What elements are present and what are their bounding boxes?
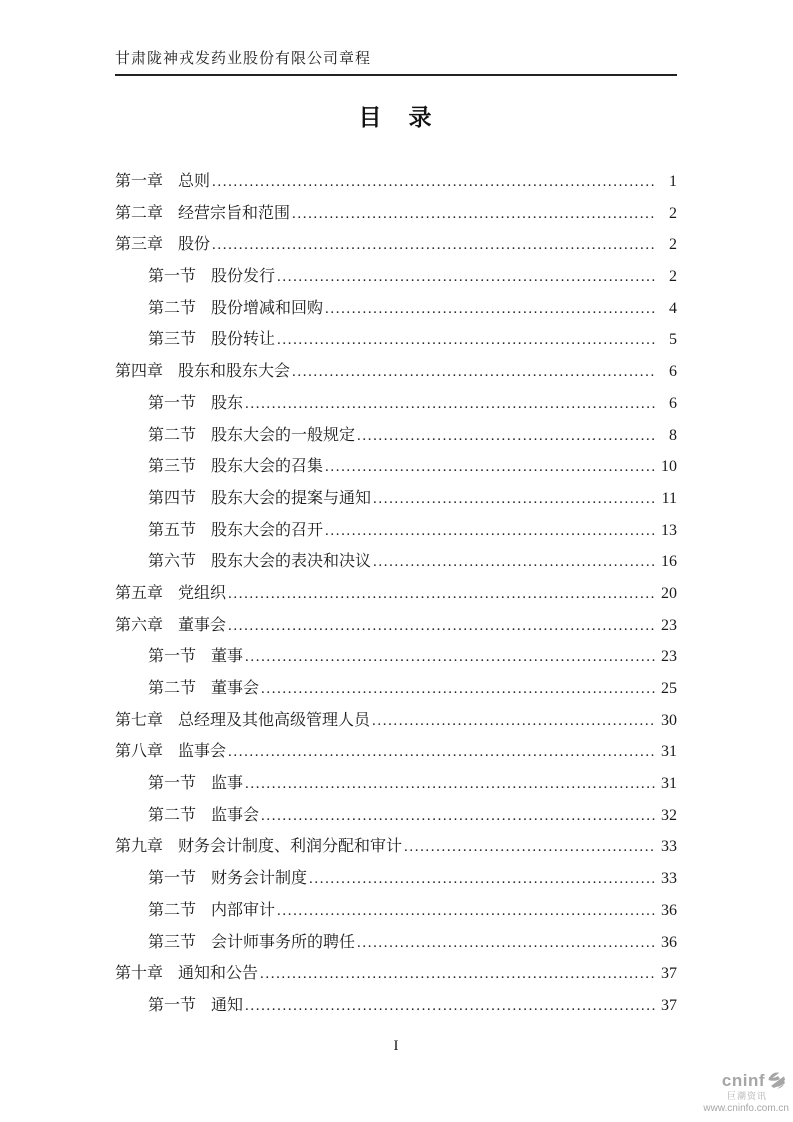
toc-entry [115, 200, 677, 232]
toc-entry-title: 股东大会的召集 [211, 458, 324, 476]
toc-entry-title: 股东 [211, 394, 244, 412]
toc-entry-label: 第一节 [148, 870, 197, 888]
toc-dot-leader [292, 363, 656, 381]
toc-entry-page: 20 [661, 584, 677, 602]
toc-entry-page: 11 [661, 489, 677, 507]
toc-entry-page: 31 [661, 775, 677, 793]
toc-dot-leader [325, 300, 656, 318]
toc-dot-leader [228, 743, 656, 761]
toc-entry [115, 675, 677, 707]
document-header [115, 47, 677, 76]
toc-entry-title: 股东大会的一般规定 [211, 426, 356, 444]
cninfo-swirl-icon [767, 1072, 787, 1089]
toc-entry-page: 6 [669, 394, 677, 412]
toc-entry-label: 第八章 [115, 743, 164, 761]
toc-entry [115, 738, 677, 770]
toc-entry-page: 4 [669, 299, 677, 317]
toc-entry-page: 2 [669, 204, 677, 222]
toc-entry-page: 32 [661, 806, 677, 824]
toc-dot-leader [277, 268, 656, 286]
toc-dot-leader [357, 934, 656, 952]
toc-entry-label: 第二节 [148, 299, 197, 317]
toc-entry-page: 23 [661, 648, 677, 666]
toc-entry-title: 通知 [211, 996, 244, 1014]
toc-entry-title: 通知和公告 [178, 965, 259, 983]
toc-entry-page: 10 [661, 458, 677, 476]
toc-entry-title: 董事会 [178, 616, 227, 634]
toc-dot-leader [228, 617, 656, 635]
toc-entry-page: 6 [669, 363, 677, 381]
toc-entry-page: 2 [669, 236, 677, 254]
toc-entry [115, 548, 677, 580]
toc-dot-leader [404, 838, 656, 856]
toc-entry-label: 第十章 [115, 965, 164, 983]
footer-page-number: I [393, 1038, 399, 1054]
toc-entry-title: 监事会 [178, 743, 227, 761]
toc-entry-label: 第一节 [148, 775, 197, 793]
toc-entry [115, 707, 677, 739]
toc-dot-leader [228, 585, 656, 603]
toc-entry [115, 390, 677, 422]
toc-dot-leader [260, 965, 656, 983]
toc-dot-leader [245, 775, 656, 793]
toc-entry-page: 8 [669, 426, 677, 444]
toc-entry-page: 33 [661, 838, 677, 856]
toc-entry [115, 517, 677, 549]
toc-dot-leader [261, 807, 656, 825]
toc-entry-label: 第三节 [148, 933, 197, 951]
toc-dot-leader [277, 331, 656, 349]
toc-entry-title: 股东大会的表决和决议 [211, 553, 372, 571]
toc-entry-label: 第四节 [148, 489, 197, 507]
toc-entry-page: 25 [661, 680, 677, 697]
toc-dot-leader [292, 205, 656, 223]
toc-entry [115, 231, 677, 263]
toc-entry-title: 股东大会的提案与通知 [211, 489, 372, 507]
table-of-contents [115, 168, 677, 1024]
toc-entry-title: 监事会 [211, 806, 260, 824]
cninfo-site-url: www.cninfo.com.cn [703, 1102, 789, 1114]
toc-entry-title: 总经理及其他高级管理人员 [178, 711, 371, 729]
toc-entry-label: 第三节 [148, 331, 197, 349]
toc-entry-page: 31 [661, 743, 677, 761]
toc-entry-label: 第三节 [148, 458, 197, 476]
cninfo-site-name: 巨潮资讯 [726, 1091, 767, 1102]
toc-entry [115, 643, 677, 675]
toc-dot-leader [245, 648, 656, 666]
toc-entry-label: 第二节 [148, 680, 197, 697]
toc-dot-leader [261, 680, 656, 698]
toc-entry-title: 经营宗旨和范围 [178, 204, 291, 222]
toc-dot-leader [372, 712, 656, 730]
toc-entry-label: 第二节 [148, 901, 197, 919]
toc-entry [115, 960, 677, 992]
toc-entry-page: 37 [661, 965, 677, 983]
toc-entry-label: 第二章 [115, 204, 164, 222]
toc-entry [115, 929, 677, 961]
toc-entry-label: 第二节 [148, 426, 197, 444]
toc-entry-title: 党组织 [178, 584, 227, 602]
toc-entry-page: 30 [661, 711, 677, 729]
toc-entry [115, 358, 677, 390]
toc-dot-leader [325, 522, 656, 540]
toc-entry-label: 第七章 [115, 711, 164, 729]
toc-entry-title: 股份 [178, 236, 211, 254]
toc-entry [115, 422, 677, 454]
toc-entry-label: 第五节 [148, 521, 197, 539]
toc-entry-title: 会计师事务所的聘任 [211, 933, 356, 951]
toc-entry-title: 股份增减和回购 [211, 299, 324, 317]
toc-entry [115, 770, 677, 802]
toc-entry-page: 1 [669, 173, 677, 190]
toc-entry-page: 37 [661, 996, 677, 1014]
toc-entry-title: 董事会 [211, 680, 260, 697]
toc-entry [115, 992, 677, 1024]
toc-entry-label: 第二节 [148, 806, 197, 824]
toc-entry-page: 36 [661, 933, 677, 951]
toc-entry-label: 第六节 [148, 553, 197, 571]
toc-entry-page: 2 [669, 268, 677, 286]
toc-entry [115, 485, 677, 517]
header-title: 甘肃陇神戎发药业股份有限公司章程 [115, 51, 372, 67]
toc-entry [115, 802, 677, 834]
toc-entry-title: 监事 [211, 775, 244, 793]
toc-entry-title: 财务会计制度 [211, 870, 308, 888]
toc-entry-title: 股份转让 [211, 331, 276, 349]
toc-entry-label: 第五章 [115, 584, 164, 602]
toc-dot-leader [245, 997, 656, 1015]
toc-entry [115, 168, 677, 200]
toc-dot-leader [325, 458, 656, 476]
toc-entry-label: 第一章 [115, 173, 164, 190]
toc-entry [115, 263, 677, 295]
toc-entry-title: 股份发行 [211, 268, 276, 286]
toc-dot-leader [212, 236, 656, 254]
toc-entry-title: 股东和股东大会 [178, 363, 291, 381]
toc-dot-leader [373, 553, 656, 571]
toc-entry-title: 董事 [211, 648, 244, 666]
toc-entry-label: 第一节 [148, 996, 197, 1014]
toc-entry [115, 580, 677, 612]
toc-entry [115, 295, 677, 327]
toc-entry-page: 23 [661, 616, 677, 634]
toc-entry-label: 第三章 [115, 236, 164, 254]
page-title: 目 录 [358, 105, 434, 130]
cninfo-watermark [703, 1071, 789, 1114]
toc-entry-label: 第九章 [115, 838, 164, 856]
toc-entry-title: 股东大会的召开 [211, 521, 324, 539]
toc-entry-title: 总则 [178, 173, 211, 190]
toc-entry [115, 326, 677, 358]
cninfo-logo-text: cninf [721, 1070, 765, 1090]
cninfo-logo [722, 1071, 787, 1091]
toc-entry [115, 453, 677, 485]
toc-dot-leader [373, 490, 656, 508]
toc-dot-leader [357, 427, 656, 445]
toc-dot-leader [212, 173, 656, 191]
toc-entry [115, 612, 677, 644]
toc-entry [115, 833, 677, 865]
toc-entry-page: 36 [661, 901, 677, 919]
toc-entry [115, 865, 677, 897]
toc-entry-page: 5 [669, 331, 677, 349]
toc-entry-label: 第一节 [148, 268, 197, 286]
toc-entry-page: 33 [661, 870, 677, 888]
toc-entry-label: 第一节 [148, 394, 197, 412]
toc-dot-leader [277, 902, 656, 920]
toc-entry-label: 第四章 [115, 363, 164, 381]
toc-entry-title: 财务会计制度、利润分配和审计 [178, 838, 403, 856]
toc-entry-label: 第六章 [115, 616, 164, 634]
toc-entry-label: 第一节 [148, 648, 197, 666]
toc-entry [115, 897, 677, 929]
toc-dot-leader [309, 870, 656, 888]
toc-dot-leader [245, 395, 656, 413]
toc-entry-page: 16 [661, 553, 677, 571]
toc-entry-page: 13 [661, 521, 677, 539]
toc-entry-title: 内部审计 [211, 901, 276, 919]
